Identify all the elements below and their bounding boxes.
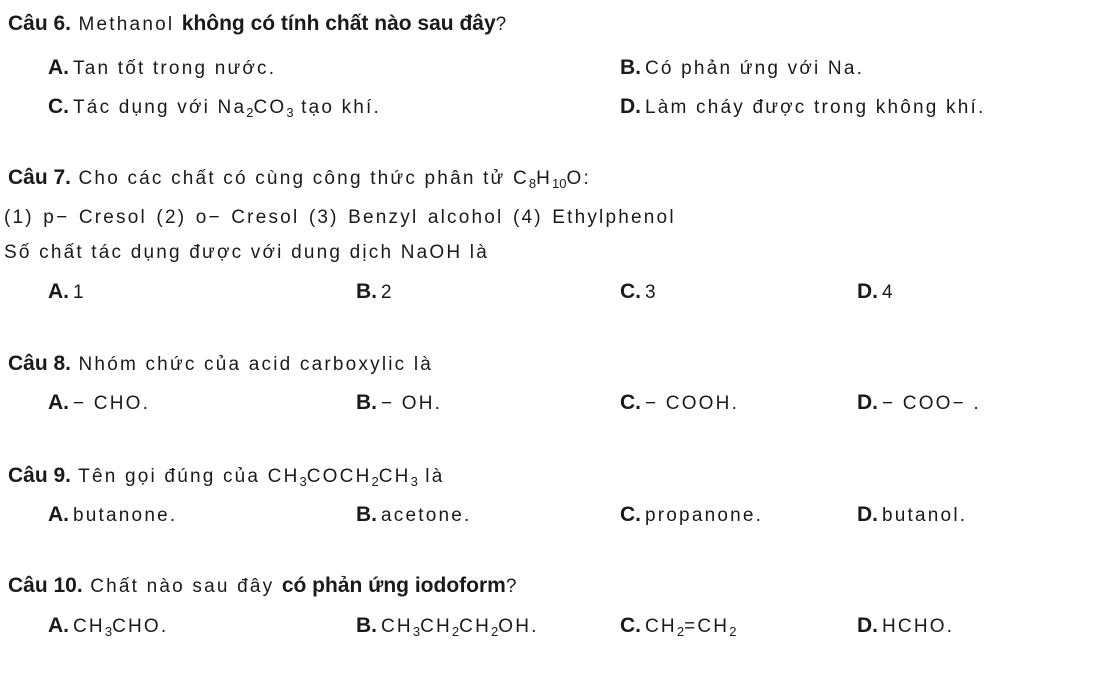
- question-6-mark: ?: [495, 14, 509, 35]
- q8-option-c[interactable]: [620, 391, 739, 416]
- question-7-text: O:: [566, 168, 591, 189]
- q7-option-d[interactable]: [857, 280, 895, 305]
- q6-option-a[interactable]: [48, 56, 276, 81]
- option-text: − CHO.: [73, 393, 151, 414]
- subscript: 2: [451, 624, 460, 639]
- question-10-mark: ?: [505, 576, 519, 597]
- question-10-emphasis: có phản ứng iodoform: [281, 574, 506, 597]
- option-label: C.: [620, 391, 641, 414]
- subscript: 2: [676, 624, 685, 639]
- option-text: 1: [73, 282, 86, 303]
- option-label: B.: [356, 391, 377, 414]
- option-label: A.: [48, 503, 69, 526]
- option-text: Tác dụng với Na: [73, 97, 247, 118]
- option-text: propanone.: [645, 505, 764, 526]
- option-text: acetone.: [381, 505, 472, 526]
- option-label: D.: [857, 614, 878, 637]
- q10-option-b[interactable]: [356, 614, 539, 639]
- subscript: 2: [371, 474, 379, 489]
- question-7-text: Cho các chất có cùng công thức phân tử C: [78, 168, 529, 189]
- option-text: − COOH.: [645, 393, 740, 414]
- q7-option-a[interactable]: [48, 280, 86, 305]
- option-label: D.: [620, 95, 641, 118]
- option-text: CH: [381, 616, 413, 637]
- q10-option-d[interactable]: [857, 614, 954, 639]
- option-text: − COO− .: [882, 393, 981, 414]
- subscript: 10: [552, 176, 567, 191]
- subscript: 3: [410, 474, 418, 489]
- option-text: 3: [645, 282, 658, 303]
- option-text: Có phản ứng với Na.: [645, 58, 865, 79]
- option-text: Làm cháy được trong không khí.: [645, 97, 986, 118]
- question-10-stem: [8, 574, 519, 599]
- question-9-text: CH: [378, 466, 411, 487]
- q9-option-b[interactable]: [356, 503, 472, 528]
- question-10-label: Câu 10.: [8, 574, 83, 597]
- q6-option-b[interactable]: [620, 56, 864, 81]
- option-text: CH: [459, 616, 491, 637]
- question-8-text: Nhóm chức của acid carboxylic là: [78, 354, 434, 375]
- option-label: C.: [48, 95, 69, 118]
- q6-option-d[interactable]: [620, 95, 985, 120]
- subscript: 8: [528, 176, 537, 191]
- question-7-question: Số chất tác dụng được với dung dịch NaOH là: [4, 242, 489, 263]
- q10-option-a[interactable]: [48, 614, 168, 639]
- option-text: 2: [381, 282, 394, 303]
- question-6-label: Câu 6.: [8, 12, 72, 35]
- option-label: B.: [620, 56, 641, 79]
- option-text: CH: [645, 616, 677, 637]
- question-9-text: COCH: [306, 466, 372, 487]
- question-9-text: Tên gọi đúng của CH: [78, 466, 300, 487]
- option-text: 4: [882, 282, 895, 303]
- subscript: 3: [299, 474, 307, 489]
- question-7-label: Câu 7.: [8, 166, 72, 189]
- q8-option-b[interactable]: [356, 391, 442, 416]
- q10-option-c[interactable]: [620, 614, 736, 639]
- q8-option-d[interactable]: [857, 391, 981, 416]
- subscript: 2: [491, 624, 499, 639]
- option-text: CHO.: [112, 616, 169, 637]
- question-8-stem: [8, 352, 433, 377]
- option-text: − OH.: [381, 393, 443, 414]
- q9-option-c[interactable]: [620, 503, 763, 528]
- question-10-text: Chất nào sau đây: [90, 576, 275, 597]
- question-6-stem: [8, 12, 508, 37]
- question-6-emphasis: không có tính chất nào sau đây: [181, 12, 496, 35]
- option-label: B.: [356, 614, 377, 637]
- question-7-stem: [8, 166, 591, 191]
- option-text: CH: [73, 616, 105, 637]
- option-text: Tan tốt trong nước.: [73, 58, 277, 79]
- option-text: tạo khí.: [293, 97, 382, 118]
- option-label: A.: [48, 280, 69, 303]
- option-label: D.: [857, 391, 878, 414]
- option-label: C.: [620, 503, 641, 526]
- q7-option-b[interactable]: [356, 280, 394, 305]
- option-text: =CH: [684, 616, 730, 637]
- option-text: HCHO.: [882, 616, 955, 637]
- option-label: C.: [620, 614, 641, 637]
- q7-option-c[interactable]: [620, 280, 658, 305]
- question-6-text: Methanol: [78, 14, 175, 35]
- question-7-text: H: [536, 168, 553, 189]
- subscript: 2: [729, 624, 737, 639]
- subscript: 3: [412, 624, 421, 639]
- subscript: 3: [104, 624, 113, 639]
- q9-option-d[interactable]: [857, 503, 967, 528]
- option-text: CH: [420, 616, 452, 637]
- option-text: butanone.: [73, 505, 178, 526]
- option-label: B.: [356, 503, 377, 526]
- question-9-stem: [8, 464, 445, 489]
- option-text: butanol.: [882, 505, 968, 526]
- question-9-label: Câu 9.: [8, 464, 72, 487]
- option-label: A.: [48, 614, 69, 637]
- option-text: OH.: [498, 616, 539, 637]
- option-label: A.: [48, 391, 69, 414]
- question-7-compounds: (1) p− Cresol (2) o− Cresol (3) Benzyl alcohol (4) Ethylphenol: [4, 207, 676, 228]
- q8-option-a[interactable]: [48, 391, 150, 416]
- option-label: D.: [857, 503, 878, 526]
- question-8-label: Câu 8.: [8, 352, 72, 375]
- q6-option-c[interactable]: [48, 95, 381, 120]
- option-label: C.: [620, 280, 641, 303]
- option-text: CO: [253, 97, 287, 118]
- subscript: 2: [246, 105, 254, 120]
- subscript: 3: [286, 105, 294, 120]
- question-9-text: là: [417, 466, 445, 487]
- q9-option-a[interactable]: [48, 503, 177, 528]
- option-label: D.: [857, 280, 878, 303]
- option-label: A.: [48, 56, 69, 79]
- option-label: B.: [356, 280, 377, 303]
